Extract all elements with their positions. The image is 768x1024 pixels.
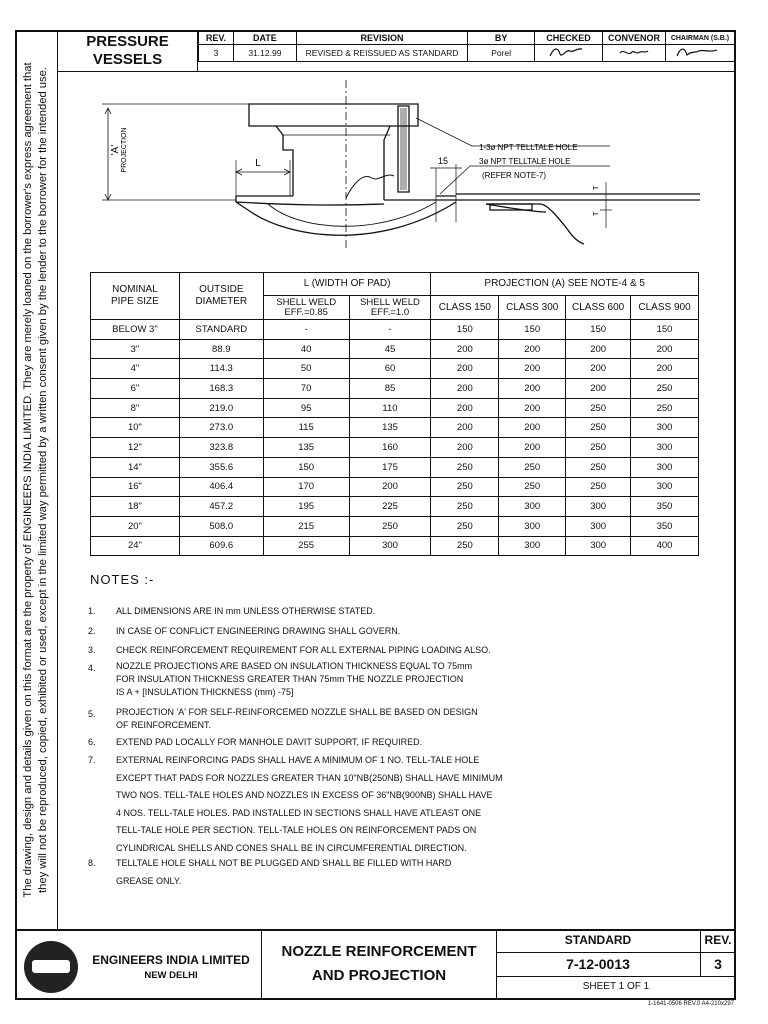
table-cell: 250 <box>431 497 499 517</box>
section-title-line-1: PRESSURE <box>86 33 169 50</box>
checked-signature <box>535 45 603 62</box>
table-cell: 273.0 <box>179 418 263 438</box>
table-cell: 300 <box>566 497 631 517</box>
table-row <box>91 457 699 477</box>
table-cell: 609.6 <box>179 536 263 556</box>
revision-header-row <box>199 32 735 45</box>
dim-t-label: T <box>593 185 600 190</box>
table-cell: BELOW 3" <box>91 320 180 340</box>
table-cell: 200 <box>631 359 699 379</box>
signature-chairman <box>669 45 731 59</box>
note-text: IN CASE OF CONFLICT ENGINEERING DRAWING SHALL GOVERN. <box>116 626 401 636</box>
note-number: 3. <box>88 645 96 655</box>
telltale-note-3: (REFER NOTE-7) <box>482 171 546 180</box>
table-cell: 175 <box>349 457 431 477</box>
copyright-line-2: they will not be reproduced, copied, exhibited or used, except in the limited way permitted by a written consent given by the lender to the borrower for the intended use. <box>37 67 49 893</box>
revision-col-header: REVISION <box>296 32 467 45</box>
table-row <box>91 497 699 517</box>
signature-checked <box>538 45 598 59</box>
sheet-number: SHEET 1 OF 1 <box>582 981 650 992</box>
table-cell: 150 <box>566 320 631 340</box>
table-cell: 250 <box>431 477 499 497</box>
table-cell: 170 <box>263 477 349 497</box>
table-cell: 14" <box>91 457 180 477</box>
table-cell: 70 <box>263 379 349 399</box>
form-code: 1-1641-0506 REV.0 A4-210x297 <box>647 1001 734 1007</box>
table-cell: 219.0 <box>179 398 263 418</box>
table-cell: 250 <box>566 398 631 418</box>
table-cell: 135 <box>349 418 431 438</box>
table-row <box>91 320 699 340</box>
rev-col-header: REV. <box>199 32 234 45</box>
signature-convenor <box>606 45 662 59</box>
table-cell: 200 <box>499 398 566 418</box>
note-text: ALL DIMENSIONS ARE IN mm UNLESS OTHERWISE STATED. <box>116 606 376 616</box>
table-cell: 3" <box>91 339 180 359</box>
table-cell: 250 <box>499 457 566 477</box>
table-cell: 88.9 <box>179 339 263 359</box>
by-cell: Porel <box>468 45 535 62</box>
revision-row <box>199 45 735 62</box>
note-number: 8. <box>88 858 96 868</box>
telltale-note-1: 1-3ø NPT TELLTALE HOLE <box>479 143 578 152</box>
table-row <box>91 438 699 458</box>
telltale-note-2: 3ø NPT TELLTALE HOLE <box>479 157 571 166</box>
table-cell: 18" <box>91 497 180 517</box>
table-cell: 200 <box>499 418 566 438</box>
table-cell: - <box>349 320 431 340</box>
table-cell: 20" <box>91 516 180 536</box>
col-nominal-pipe-size: NOMINAL PIPE SIZE <box>91 273 180 320</box>
table-row <box>91 339 699 359</box>
table-row <box>91 536 699 556</box>
table-cell: 250 <box>566 477 631 497</box>
table-cell: 24" <box>91 536 180 556</box>
company-block <box>82 953 260 983</box>
col-shell-weld-085: SHELL WELD EFF.=0.85 <box>263 296 349 320</box>
drawing-title-line-1: NOZZLE REINFORCEMENT <box>281 943 477 960</box>
note-text: TELLTALE HOLE SHALL NOT BE PLUGGED AND SHALL BE FILLED WITH HARD GREASE ONLY. <box>116 858 452 886</box>
table-cell: 400 <box>631 536 699 556</box>
table-cell: 300 <box>349 536 431 556</box>
dim-a-label: 'A' <box>110 144 121 156</box>
table-cell: 300 <box>631 438 699 458</box>
revision-number: 3 <box>714 956 722 972</box>
table-row <box>91 398 699 418</box>
copyright-notice <box>21 50 51 910</box>
by-col-header: BY <box>468 32 535 45</box>
table-cell: 200 <box>349 477 431 497</box>
table-cell: 200 <box>566 379 631 399</box>
col-class-600: CLASS 600 <box>566 296 631 320</box>
table-cell: 115 <box>263 418 349 438</box>
company-name: ENGINEERS INDIA LIMITED <box>92 953 250 967</box>
notes-title: NOTES :- <box>90 572 155 587</box>
table-body <box>91 320 699 556</box>
table-cell: 150 <box>263 457 349 477</box>
chairman-col-header: CHAIRMAN (S.B.) <box>665 32 734 45</box>
table-cell: 200 <box>431 438 499 458</box>
note-number: 1. <box>88 606 96 616</box>
drawing-title-line-2: AND PROJECTION <box>311 967 447 984</box>
copyright-line-1: The drawing, design and details given on this format are the property of ENGINEERS INDIA LIMITED. They are merely loaned on the borrower's express agreement that <box>22 62 34 898</box>
table-cell: 150 <box>431 320 499 340</box>
table-cell: 300 <box>499 516 566 536</box>
table-cell: - <box>263 320 349 340</box>
table-cell: 200 <box>431 398 499 418</box>
note-text: NOZZLE PROJECTIONS ARE BASED ON INSULATION THICKNESS EQUAL TO 75mm FOR INSULATION THICKNESS GREATER THAN 75mm THE NOZZLE PROJECTION IS A + [INSULATION THICKNESS (mm) -75] <box>116 661 473 697</box>
table-cell: 250 <box>631 398 699 418</box>
nozzle-table <box>90 272 699 556</box>
table-cell: 200 <box>499 379 566 399</box>
table-cell: 355.6 <box>179 457 263 477</box>
rev-label: REV. <box>704 933 732 947</box>
table-row <box>91 418 699 438</box>
note-number: 6. <box>88 737 96 747</box>
note-number: 5. <box>88 709 96 719</box>
table-cell: 200 <box>431 339 499 359</box>
table-cell: 6" <box>91 379 180 399</box>
table-cell: 215 <box>263 516 349 536</box>
table-cell: STANDARD <box>179 320 263 340</box>
table-cell: 135 <box>263 438 349 458</box>
footer-hline-1 <box>496 952 736 953</box>
table-cell: 406.4 <box>179 477 263 497</box>
table-cell: 225 <box>349 497 431 517</box>
table-cell: 323.8 <box>179 438 263 458</box>
company-city: NEW DELHI <box>144 970 198 981</box>
table-cell: 200 <box>499 339 566 359</box>
table-row <box>91 477 699 497</box>
table-cell: 250 <box>566 457 631 477</box>
section-title <box>58 31 198 71</box>
table-cell: 60 <box>349 359 431 379</box>
col-width-of-pad: L (WIDTH OF PAD) <box>263 273 431 296</box>
col-class-900: CLASS 900 <box>631 296 699 320</box>
table-cell: 168.3 <box>179 379 263 399</box>
table-cell: 255 <box>263 536 349 556</box>
checked-col-header: CHECKED <box>535 32 603 45</box>
table-cell: 300 <box>566 516 631 536</box>
note-number: 7. <box>88 755 96 765</box>
document-number: 7-12-0013 <box>566 956 630 972</box>
table-cell: 195 <box>263 497 349 517</box>
note-text: PROJECTION 'A' FOR SELF-REINFORCEMED NOZZLE SHALL BE BASED ON DESIGN OF REINFORCEMENT. <box>116 707 478 730</box>
table-cell: 300 <box>631 418 699 438</box>
table-cell: 300 <box>499 497 566 517</box>
table-cell: 85 <box>349 379 431 399</box>
note-number: 4. <box>88 663 96 673</box>
table-cell: 8" <box>91 398 180 418</box>
table-cell: 350 <box>631 516 699 536</box>
date-cell: 31.12.99 <box>233 45 296 62</box>
table-cell: 350 <box>631 497 699 517</box>
table-cell: 250 <box>499 477 566 497</box>
table-cell: 200 <box>499 438 566 458</box>
table-cell: 200 <box>499 359 566 379</box>
table-cell: 200 <box>431 359 499 379</box>
table-cell: 4" <box>91 359 180 379</box>
table-cell: 10" <box>91 418 180 438</box>
revision-table <box>198 31 735 62</box>
revision-cell: REVISED & REISSUED AS STANDARD <box>296 45 467 62</box>
drawing-title <box>262 940 496 988</box>
table-cell: 45 <box>349 339 431 359</box>
table-cell: 16" <box>91 477 180 497</box>
table-cell: 250 <box>566 438 631 458</box>
table-cell: 200 <box>631 339 699 359</box>
table-cell: 300 <box>566 536 631 556</box>
eil-logo-icon <box>24 941 78 993</box>
note-text: CHECK REINFORCEMENT REQUIREMENT FOR ALL EXTERNAL PIPING LOADING ALSO. <box>116 645 491 655</box>
date-col-header: DATE <box>233 32 296 45</box>
col-projection: PROJECTION (A) SEE NOTE-4 & 5 <box>431 273 699 296</box>
table-cell: 508.0 <box>179 516 263 536</box>
dim-t-label-2: T <box>593 211 600 216</box>
svg-text:'A' <box>110 145 121 156</box>
standard-label: STANDARD <box>564 933 632 947</box>
table-cell: 300 <box>631 457 699 477</box>
table-row <box>91 516 699 536</box>
note-text: EXTERNAL REINFORCING PADS SHALL HAVE A MINIMUM OF 1 NO. TELL-TALE HOLE EXCEPT THAT PADS FOR NOZZLES GREATER THAN 10"NB(250NB) SHALL HAVE MINIMUM TWO NOS. TELL-TALE HOLES AND NOZZLES IN EXCESS OF 36"NB(900NB) SHALL HAVE 4 NOS. TELL-TALE HOLES. PAD INSTALLED IN SECTIONS SHALL HAVE ATLEAST ONE TELL-TALE HOLE PER SECTION. TELL-TALE HOLES ON REINFORCEMENT PADS ON CYLINDRICAL SHELLS AND CONES SHALL BE IN CIRCUMFERENTIAL DIRECTION. <box>116 755 503 853</box>
dim-l-label: L <box>255 158 261 169</box>
header-separator <box>58 71 735 72</box>
table-cell: 200 <box>431 418 499 438</box>
col-class-300: CLASS 300 <box>499 296 566 320</box>
table-cell: 300 <box>631 477 699 497</box>
table-cell: 200 <box>431 379 499 399</box>
table-cell: 250 <box>431 516 499 536</box>
dim-15-label: 15 <box>437 156 449 166</box>
rev-cell: 3 <box>199 45 234 62</box>
note-text: EXTEND PAD LOCALLY FOR MANHOLE DAVIT SUPPORT, IF REQUIRED. <box>116 737 423 747</box>
footer-hline-2 <box>496 976 736 977</box>
convenor-signature <box>602 45 665 62</box>
col-outside-diameter: OUTSIDE DIAMETER <box>179 273 263 320</box>
table-cell: 160 <box>349 438 431 458</box>
table-row <box>91 379 699 399</box>
table-cell: 250 <box>349 516 431 536</box>
table-cell: 250 <box>431 536 499 556</box>
table-cell: 12" <box>91 438 180 458</box>
table-cell: 250 <box>566 418 631 438</box>
table-cell: 114.3 <box>179 359 263 379</box>
table-cell: 200 <box>566 339 631 359</box>
table-cell: 200 <box>566 359 631 379</box>
section-title-line-2: VESSELS <box>92 51 163 68</box>
nozzle-drawing <box>60 76 700 268</box>
table-cell: 95 <box>263 398 349 418</box>
table-cell: 110 <box>349 398 431 418</box>
table-cell: 250 <box>631 379 699 399</box>
convenor-col-header: CONVENOR <box>602 32 665 45</box>
col-shell-weld-10: SHELL WELD EFF.=1.0 <box>349 296 431 320</box>
table-cell: 250 <box>431 457 499 477</box>
table-cell: 40 <box>263 339 349 359</box>
dim-projection-word: PROJECTION <box>121 127 128 173</box>
note-number: 2. <box>88 626 96 636</box>
table-cell: 457.2 <box>179 497 263 517</box>
table-header-row-1 <box>91 273 699 296</box>
chairman-signature <box>665 45 734 62</box>
table-row <box>91 359 699 379</box>
col-class-150: CLASS 150 <box>431 296 499 320</box>
table-cell: 150 <box>499 320 566 340</box>
table-cell: 300 <box>499 536 566 556</box>
table-cell: 150 <box>631 320 699 340</box>
table-cell: 50 <box>263 359 349 379</box>
